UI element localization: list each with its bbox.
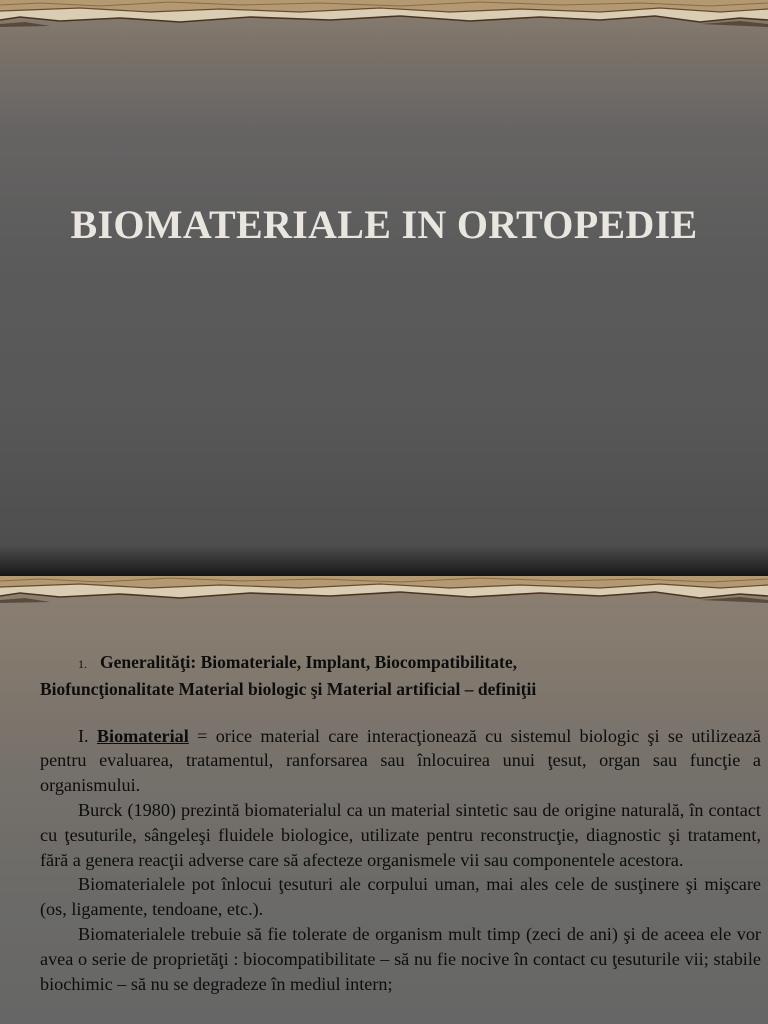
paragraph-tissue-replacement: Biomaterialele pot înlocui ţesuturi ale corpului uman, mai ales cele de susţinere şi mişcare (os, ligamente, tendoane, etc.). (40, 874, 761, 920)
slide-body (40, 650, 761, 996)
paragraph-lead: I. (78, 725, 97, 746)
heading-number: 1. (78, 657, 87, 671)
torn-paper-banner (0, 576, 768, 606)
paragraph-properties: Biomaterialele trebuie să fie tolerate de organism mult timp (zeci de ani) şi de aceea ele vor avea o serie de proprietăţi : biocompatibilitate – să nu fie nocive în contact cu ţesuturile vii; stabile biochimic – să nu se degradeze în mediul intern; (40, 923, 761, 994)
paragraph-text: = orice material care interacţionează cu sistemul biologic şi se utilizează pentru evaluarea, tratamentul, ranforsarea sau înlocuirea unui ţesut, organ sau funcţie a organismului. (40, 725, 761, 796)
paragraph-burck: Burck (1980) prezintă biomaterialul ca un material sintetic sau de origine naturală, în contact cu ţesuturile, sângeleşi fluidele biologice, utilizate pentru reconstrucţie, diagnostic şi tratament, fără a genera reacţii adverse care să afecteze organismele vii sau componentele acestora. (40, 799, 761, 870)
term-biomaterial: Biomaterial (96, 725, 189, 746)
heading-line-1: Generalităţi: Biomateriale, Implant, Biocompatibilitate, (100, 652, 518, 672)
slide-title: BIOMATERIALE IN ORTOPEDIE (70, 202, 698, 247)
torn-paper-banner (0, 0, 768, 30)
paragraph-biomaterial-definition (40, 724, 761, 798)
heading-line-2: Biofuncţionalitate Material biologic şi Material artificial – definiţii (40, 678, 537, 699)
content-slide (0, 576, 768, 1024)
section-heading (40, 650, 761, 702)
